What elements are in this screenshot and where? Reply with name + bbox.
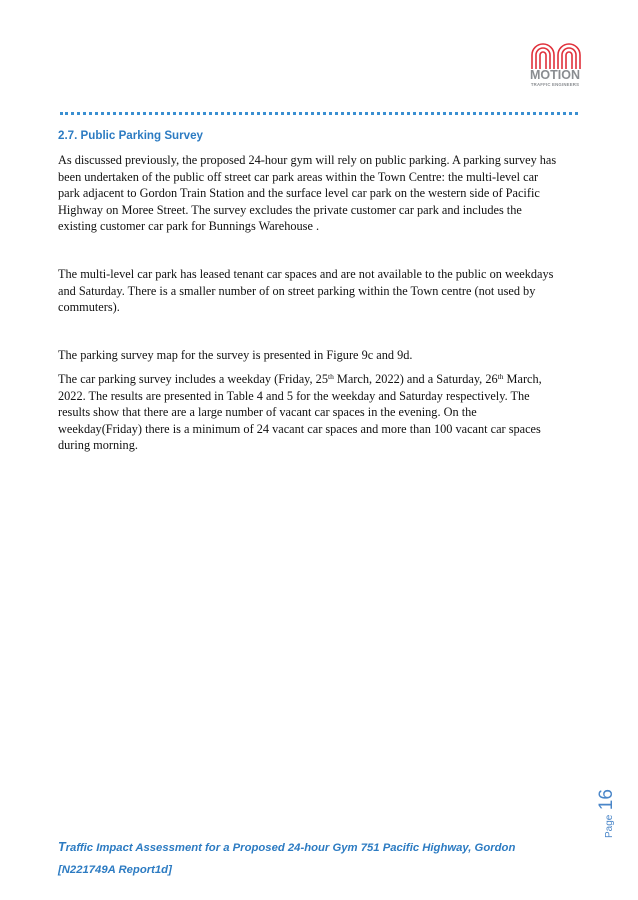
page-number	[596, 789, 618, 838]
paragraph-4	[58, 371, 588, 454]
text-line: results show that there are a large number of vacant car spaces in the evening. On the	[58, 405, 477, 419]
header-divider	[60, 112, 578, 115]
section-heading: 2.7. Public Parking Survey	[58, 129, 203, 142]
paragraph-2	[58, 266, 588, 316]
text-line: existing customer car park for Bunnings Warehouse .	[58, 219, 320, 233]
motion-logo	[527, 43, 587, 89]
text-line: been undertaken of the public off street car park areas within the Town Centre: the multi-level car	[58, 169, 539, 184]
page-label: Page	[604, 814, 615, 838]
text-line: and Saturday. There is a smaller number of on street parking within the Town centre (not used by	[58, 283, 536, 298]
text-line: The multi-level car park has leased tenant car spaces and are not available to the public on weekdays	[58, 267, 554, 281]
text-line: during morning.	[58, 438, 138, 452]
text-line: As discussed previously, the proposed 24-hour gym will rely on public parking. A parking survey has	[58, 153, 557, 167]
page-number-value: 16	[596, 789, 617, 811]
text-line-with-dates	[58, 371, 588, 388]
logo-wordmark: MOTION	[530, 68, 580, 82]
ordinal-suffix: th	[327, 372, 334, 381]
text-line: park adjacent to Gordon Train Station and the surface level car park on the western side of Pacific	[58, 186, 540, 200]
footer-title-initial: T	[58, 840, 66, 854]
text-line: 2022. The results are presented in Table 4 and 5 for the weekday and Saturday respectively. The	[58, 388, 530, 403]
ordinal-suffix: th	[497, 372, 504, 381]
text-line: commuters).	[58, 300, 120, 314]
paragraph-1	[58, 152, 588, 235]
footer-report-ref: [N221749A Report1d]	[58, 864, 172, 876]
text-line: The parking survey map for the survey is presented in Figure 9c and 9d.	[58, 348, 413, 362]
text-line: weekday(Friday) there is a minimum of 24 vacant car spaces and more than 100 vacant car spaces	[58, 421, 541, 436]
footer-title	[58, 840, 515, 854]
text-line: Highway on Moree Street. The survey excludes the private customer car park and includes the	[58, 202, 522, 217]
logo-tagline: TRAFFIC ENGINEERS	[530, 82, 580, 87]
text-segment: March,	[503, 372, 542, 386]
text-segment: The car parking survey includes a weekday (Friday, 25	[58, 372, 328, 386]
motion-arches-icon	[530, 43, 582, 69]
footer-title-text: raffic Impact Assessment for a Proposed 24-hour Gym 751 Pacific Highway, Gordon	[65, 842, 516, 854]
text-segment: March, 2022) and a Saturday, 26	[333, 372, 498, 386]
paragraph-3	[58, 347, 588, 364]
